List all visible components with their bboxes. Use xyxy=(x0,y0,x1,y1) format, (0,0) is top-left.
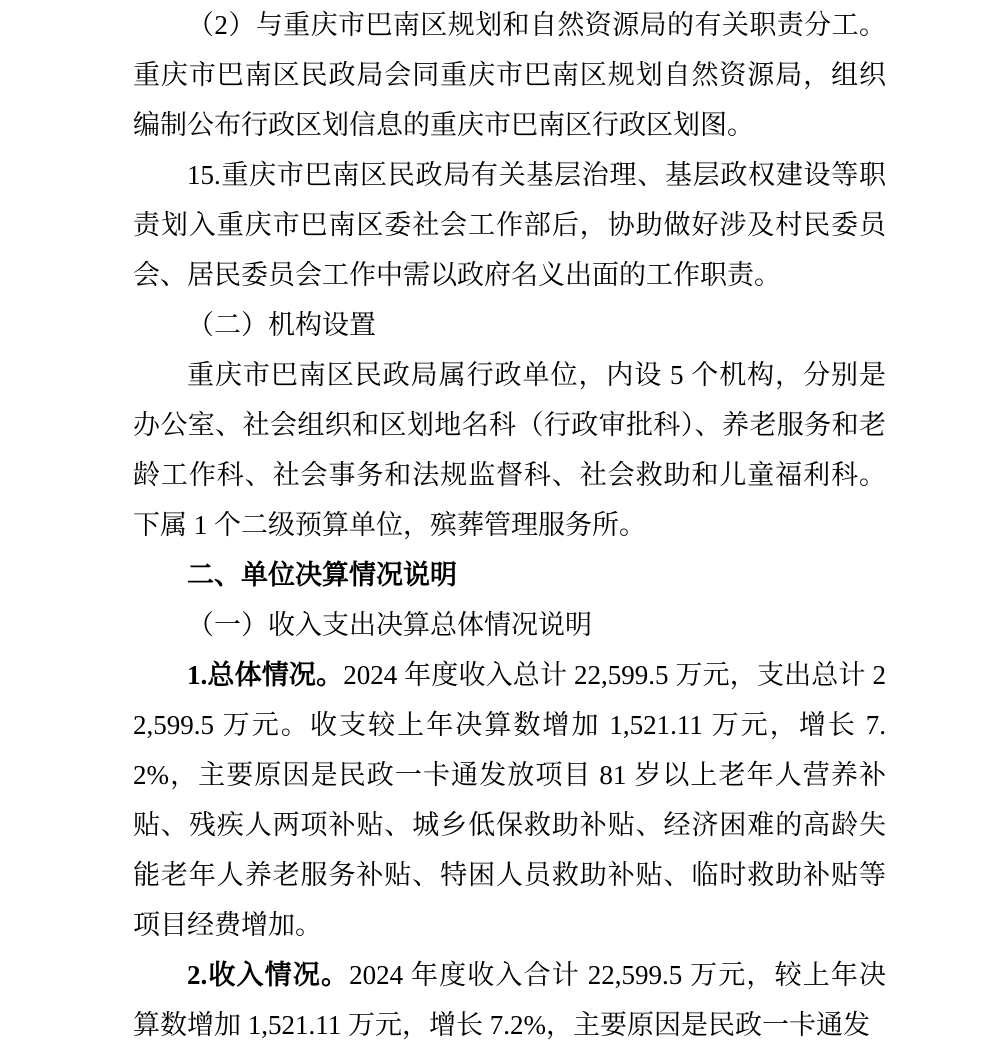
para-overall-situation xyxy=(133,650,886,950)
para-grassroots-governance: 15.重庆市巴南区民政局有关基层治理、基层政权建设等职责划入重庆市巴南区委社会工作部后，协助做好涉及村民委员会、居民委员会工作中需以政府名义出面的工作职责。 xyxy=(133,160,886,290)
para-lead: 2.收入情况。 xyxy=(187,960,350,990)
para-org-structure: 重庆市巴南区民政局属行政单位，内设 5 个机构，分别是办公室、社会组织和区划地名科（行政审批科）、养老服务和老龄工作科、社会事务和法规监督科、社会救助和儿童福利科。下属 1 个二级预算单位，殡葬管理服务所。 xyxy=(133,360,886,540)
para-body-text: 2024 年度收入总计 22,599.5 万元，支出总计 22,599.5 万元。收支较上年决算数增加 1,521.11 万元，增长 7.2%，主要原因是民政一卡通发放项目 81 岁以上老年人营养补贴、残疾人两项补贴、城乡低保救助补贴、经济困难的高龄失能老年人养老服务补贴、特困人员救助补贴、临时救助补贴等项目经费增加。 xyxy=(133,660,887,940)
heading-income-expenditure-overview: （一）收入支出决算总体情况说明 xyxy=(187,610,592,640)
para-duty-division: （2）与重庆市巴南区规划和自然资源局的有关职责分工。重庆市巴南区民政局会同重庆市巴南区规划自然资源局，组织编制公布行政区划信息的重庆市巴南区行政区划图。 xyxy=(133,10,886,140)
para-lead: 1.总体情况。 xyxy=(187,660,344,690)
para-body-text: 2024 年度收入合计 22,599.5 万元，较上年决算数增加 1,521.11 万元，增长 7.2%，主要原因是民政一卡通发 xyxy=(133,960,887,1040)
para-income-situation xyxy=(133,950,886,1044)
heading-final-accounts-section: 二、单位决算情况说明 xyxy=(187,560,457,590)
heading-org-setup: （二）机构设置 xyxy=(187,310,376,340)
